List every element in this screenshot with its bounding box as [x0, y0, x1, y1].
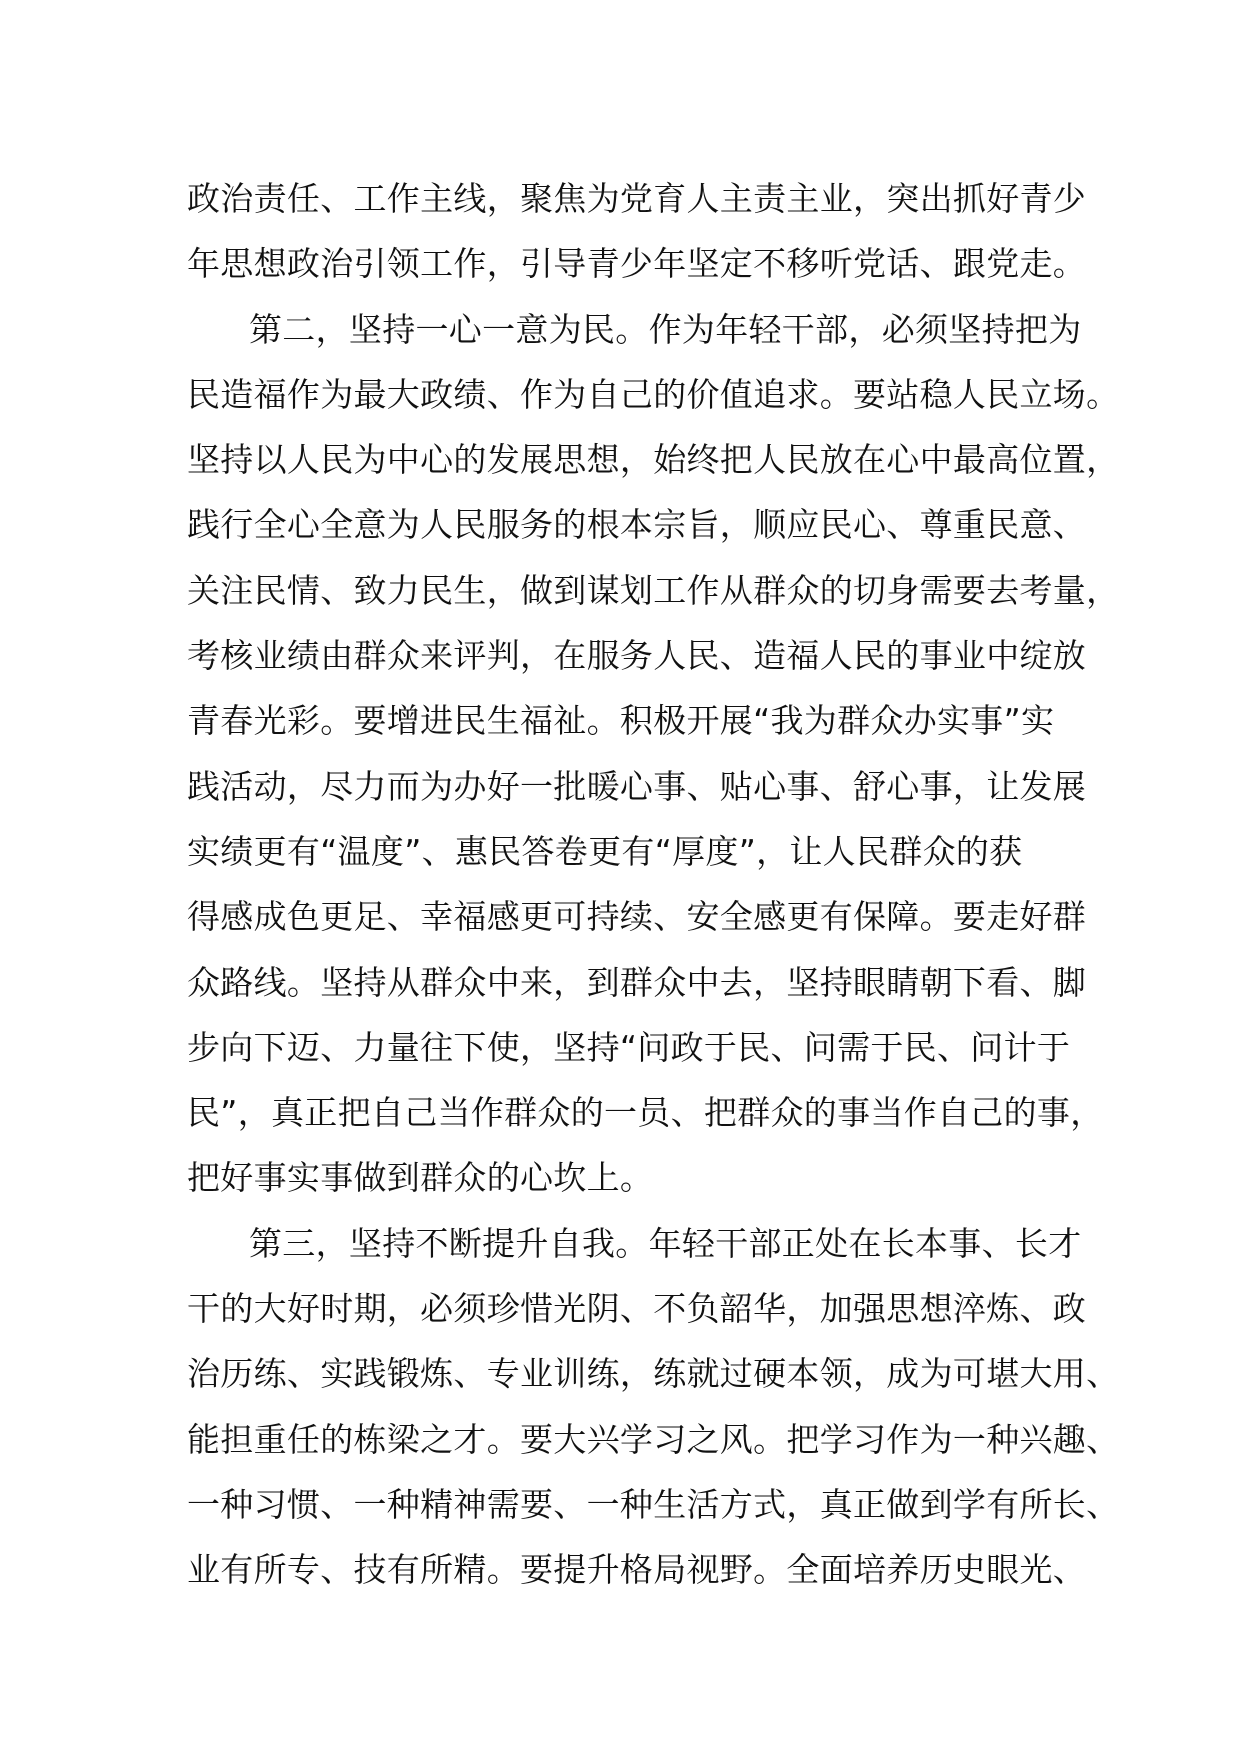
text-line: 一种习惯、一种精神需要、一种生活方式，真正做到学有所长、 — [187, 1484, 1120, 1524]
text-line: 坚持以人民为中心的发展思想，始终把人民放在心中最高位置， — [187, 440, 1120, 480]
paragraph-start-line: 第三，坚持不断提升自我。年轻干部正处在长本事、长才 — [249, 1223, 1082, 1263]
text-line: 年思想政治引领工作，引导青少年坚定不移听党话、跟党走。 — [187, 244, 1087, 284]
text-line: 业有所专、技有所精。要提升格局视野。全面培养历史眼光、 — [187, 1550, 1087, 1590]
text-line: 考核业绩由群众来评判，在服务人民、造福人民的事业中绽放 — [187, 636, 1087, 676]
text-line: 践活动，尽力而为办好一批暖心事、贴心事、舒心事，让发展 — [187, 766, 1087, 806]
body-text — [187, 166, 1120, 1603]
paragraph-start-line: 第二，坚持一心一意为民。作为年轻干部，必须坚持把为 — [249, 309, 1082, 349]
text-line: 民”，真正把自己当作群众的一员、把群众的事当作自己的事， — [187, 1093, 1104, 1133]
text-line: 步向下迈、力量往下使，坚持“问政于民、问需于民、问计于 — [187, 1027, 1071, 1067]
text-line: 干的大好时期，必须珍惜光阴、不负韶华，加强思想淬炼、政 — [187, 1289, 1087, 1329]
text-line: 众路线。坚持从群众中来，到群众中去，坚持眼睛朝下看、脚 — [187, 962, 1087, 1002]
text-line: 政治责任、工作主线，聚焦为党育人主责主业，突出抓好青少 — [187, 179, 1087, 218]
text-line: 能担重任的栋梁之才。要大兴学习之风。把学习作为一种兴趣、 — [187, 1419, 1120, 1459]
text-line: 实绩更有“温度”、惠民答卷更有“厚度”，让人民群众的获 — [187, 831, 1023, 871]
text-line: 民造福作为最大政绩、作为自己的价值追求。要站稳人民立场。 — [187, 374, 1120, 414]
text-line: 得感成色更足、幸福感更可持续、安全感更有保障。要走好群 — [187, 897, 1087, 937]
text-line: 把好事实事做到群众的心坎上。 — [187, 1158, 654, 1198]
text-line: 青春光彩。要增进民生福祉。积极开展“我为群众办实事”实 — [187, 701, 1055, 741]
text-line: 践行全心全意为人民服务的根本宗旨，顺应民心、尊重民意、 — [187, 505, 1087, 545]
text-line: 治历练、实践锻炼、专业训练，练就过硬本领，成为可堪大用、 — [187, 1354, 1120, 1394]
text-line: 关注民情、致力民生，做到谋划工作从群众的切身需要去考量， — [187, 570, 1120, 610]
